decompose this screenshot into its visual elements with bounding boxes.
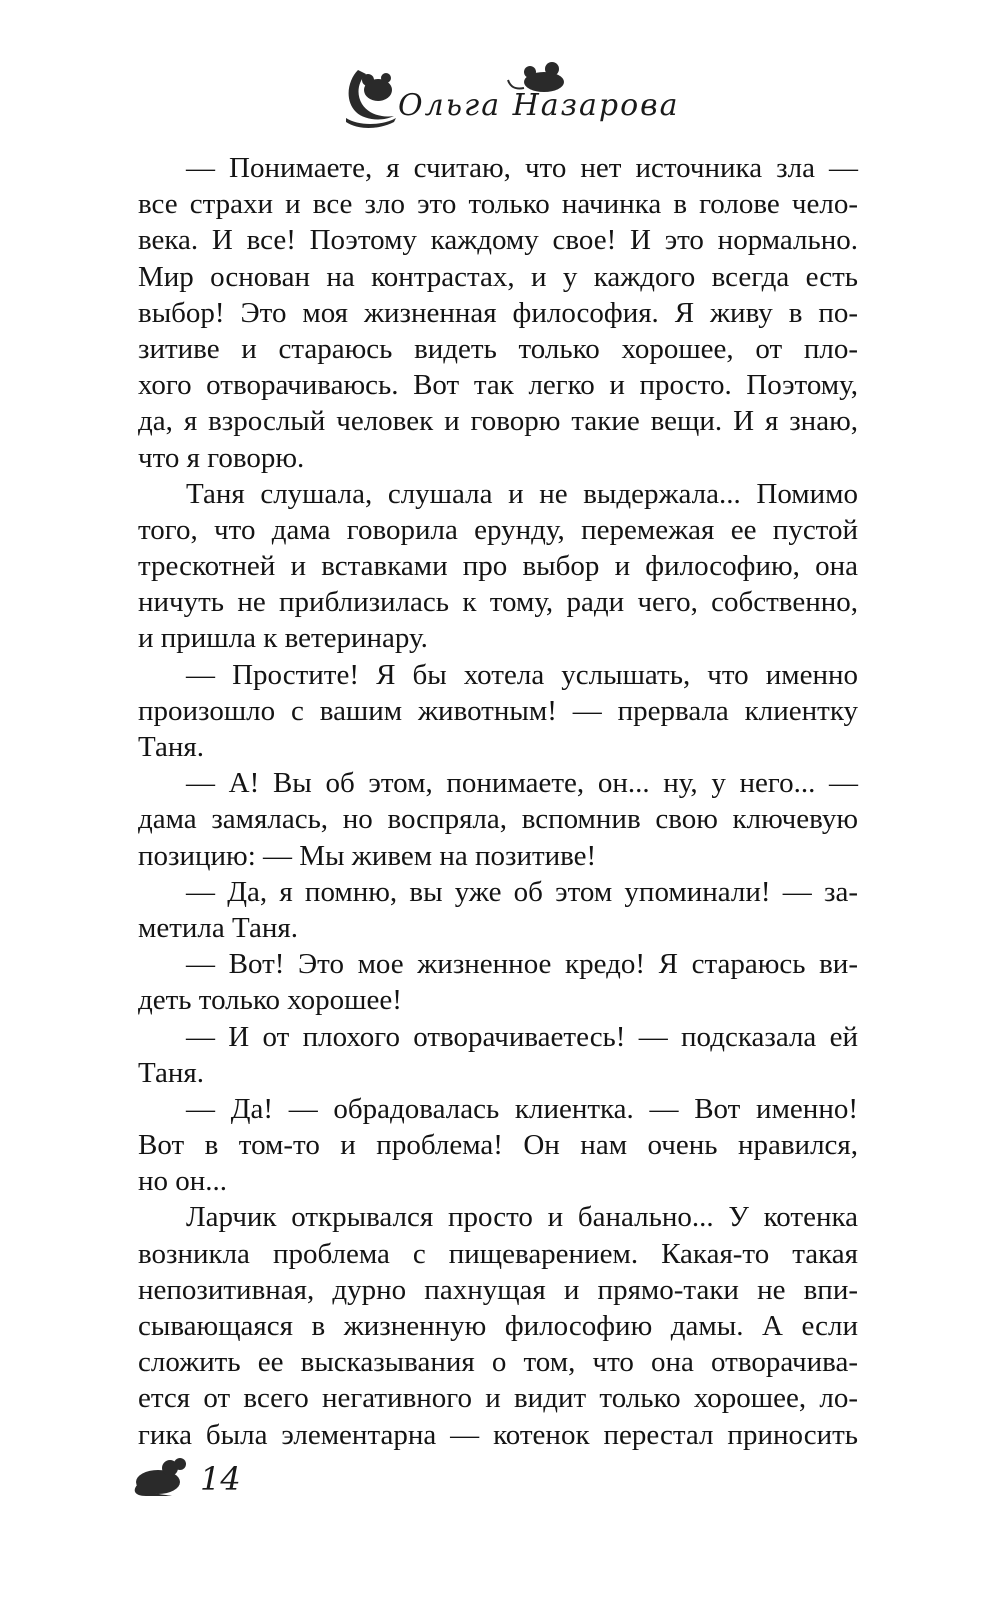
text-line: Таня. <box>138 731 204 763</box>
text-line: Ларчик открывался просто и банально... У котенка <box>186 1201 858 1234</box>
text-line: того, что дама говорила ерунду, перемежая ее пустой <box>138 513 858 546</box>
text-line: века. И все! Поэтому каждому свое! И это нормально. <box>138 224 858 257</box>
text-line: возникла проблема с пищеварением. Какая-то такая <box>138 1237 858 1270</box>
text-line: Вот в том-то и проблема! Он нам очень нравился, <box>138 1129 858 1162</box>
running-header <box>338 60 680 130</box>
text-line: сывающаяся в жизненную философию дамы. А если <box>138 1310 858 1342</box>
text-line: — И от плохого отворачиваетесь! — подсказала ей <box>186 1020 858 1053</box>
text-line: Таня слушала, слушала и не выдержала... Помимо <box>186 477 858 510</box>
text-line: — Понимаете, я считаю, что нет источника зла — <box>186 152 858 184</box>
text-line: да, я взрослый человек и говорю такие вещи. И я знаю, <box>138 405 858 438</box>
text-line: непозитивная, дурно пахнущая и прямо-таки не впи- <box>138 1273 858 1306</box>
text-line: Таня. <box>138 1056 204 1089</box>
text-line: зитиве и стараюсь видеть только хорошее, от пло- <box>138 332 858 365</box>
text-line: но он... <box>138 1165 228 1198</box>
page-footer <box>132 1452 272 1512</box>
text-line: ется от всего негативного и видит только хорошее, ло- <box>138 1382 858 1415</box>
text-line: — Да, я помню, вы уже об этом упоминали! — за- <box>186 875 858 908</box>
header-title: Ольга Назарова <box>398 88 680 123</box>
text-line: — А! Вы об этом, понимаете, он... ну, у него... — <box>186 767 858 800</box>
text-line: выбор! Это моя жизненная философия. Я живу в по- <box>138 296 858 329</box>
text-line: все страхи и все зло это только начинка в голове чело- <box>138 188 858 221</box>
text-line: — Да! — обрадовалась клиентка. — Вот именно! <box>186 1092 858 1125</box>
text-line: позицию: — Мы живем на позитиве! <box>138 839 597 872</box>
text-line: хого отворачиваюсь. Вот так легко и просто. Поэтому, <box>138 369 858 402</box>
text-line: произошло с вашим животным! — прервала клиентку <box>138 694 858 727</box>
text-line: ничуть не приблизилась к тому, ради чего, собственно, <box>138 586 858 619</box>
page-number: 14 <box>200 1460 241 1498</box>
text-line: гика была элементарна — котенок перестал приносить <box>138 1418 858 1451</box>
text-line: дама замялась, но воспряла, вспомнив свою ключевую <box>138 803 858 836</box>
text-line: метила Таня. <box>138 911 298 944</box>
text-line: — Простите! Я бы хотела услышать, что именно <box>186 658 858 691</box>
text-line: трескотней и вставками про выбор и философию, она <box>138 550 858 583</box>
page-body <box>138 150 858 1453</box>
text-line: — Вот! Это мое жизненное кредо! Я стараюсь ви- <box>186 948 858 981</box>
text-line: Мир основан на контрастах, и у каждого всегда есть <box>138 260 858 293</box>
text-line: деть только хорошее! <box>138 984 402 1017</box>
mouse-ornament-icon <box>132 1454 196 1498</box>
text-line: сложить ее высказывания о том, что она отворачива- <box>138 1346 858 1379</box>
text-line: что я говорю. <box>138 441 305 474</box>
text-line: и пришла к ветеринару. <box>138 622 428 655</box>
